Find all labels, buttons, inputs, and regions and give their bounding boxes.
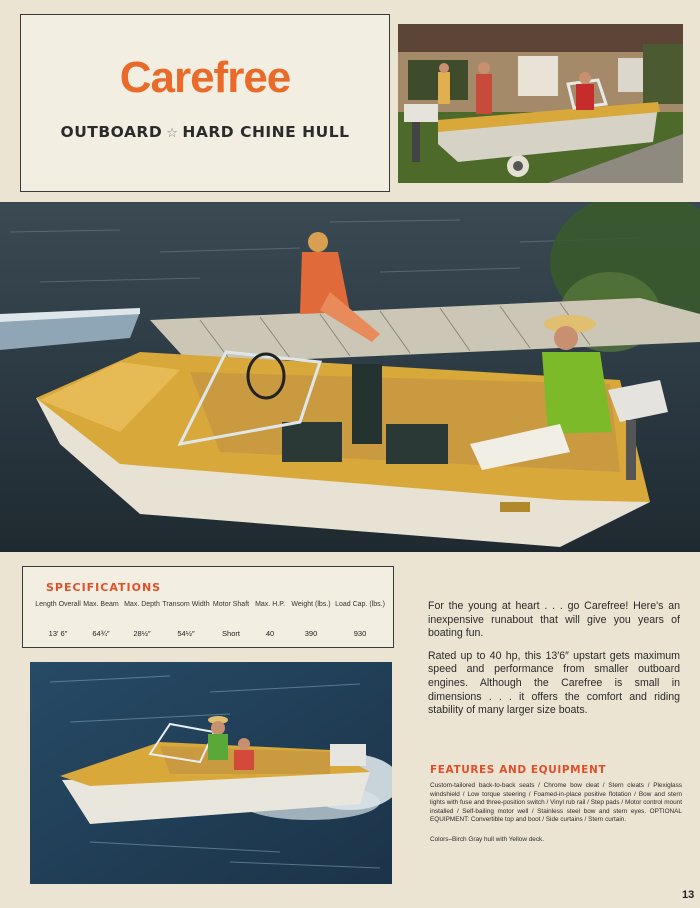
spec-value: 28½″ [133, 629, 151, 638]
brand-title: Carefree [119, 53, 291, 102]
title-panel [20, 14, 390, 192]
specifications-title: SPECIFICATIONS [46, 581, 162, 594]
spec-header: Max. Depth [124, 601, 160, 608]
model-subtitle [21, 123, 389, 141]
description-paragraph-1: For the young at heart . . . go Carefree! Here's an inexpensive runabout that will give you years of boating fun. [428, 600, 680, 640]
spec-header: Transom Width [162, 601, 210, 608]
boat-on-trailer-photo [398, 24, 683, 183]
spec-value: Short [222, 629, 240, 638]
features-list: Custom-tailored back-to-back seats / Chrome bow cleat / Stern cleats / Plexiglass windshield / Low torque steering / Foamed-in-place positive flotation / Bow and stern lights with fuse and three-position switch / Vinyl rub rail / Step pads / Motor control mount installed / Self-bailing motor well / Stainless steel bow and stern eyes. OPTIONAL EQUIPMENT: Convertible top and boot / Side curtains / Stern curtain. [430, 782, 682, 824]
spec-value: 930 [353, 629, 367, 638]
colors-text: Colors–Birch Gray hull with Yellow deck. [430, 836, 545, 843]
spec-depth [117, 601, 167, 638]
boat-underway-photo [30, 662, 392, 884]
spec-header: Max. H.P. [255, 601, 285, 608]
star-icon: ☆ [166, 126, 179, 141]
page-number: 13 [682, 889, 695, 901]
spec-transom [161, 601, 211, 638]
spec-header: Length Overall [35, 601, 81, 608]
spec-header: Weight (lbs.) [291, 601, 331, 608]
features-title: FEATURES AND EQUIPMENT [430, 764, 607, 776]
spec-value: 390 [304, 629, 318, 638]
specifications-panel [22, 566, 394, 648]
spec-value: 13′ 6″ [48, 629, 68, 638]
spec-header: Load Cap. (lbs.) [335, 601, 385, 608]
subtitle-hull: HARD CHINE HULL [182, 123, 350, 141]
description-text [428, 600, 680, 727]
spec-weight [286, 601, 336, 638]
spec-header: Motor Shaft [212, 601, 250, 608]
spec-header: Max. Beam [83, 601, 119, 608]
spec-value: 40 [265, 629, 275, 638]
description-paragraph-2: Rated up to 40 hp, this 13′6″ upstart gets maximum speed and performance from smaller outboard engines. Although the Carefree is small in dimensions . . . it offers the comfort and riding stability of many larger size boats. [428, 649, 680, 717]
subtitle-outboard: OUTBOARD [60, 123, 163, 141]
spec-value: 54½″ [177, 629, 195, 638]
boat-at-dock-photo [0, 202, 700, 552]
spec-value: 64¾″ [92, 629, 110, 638]
spec-load-cap [335, 601, 385, 638]
